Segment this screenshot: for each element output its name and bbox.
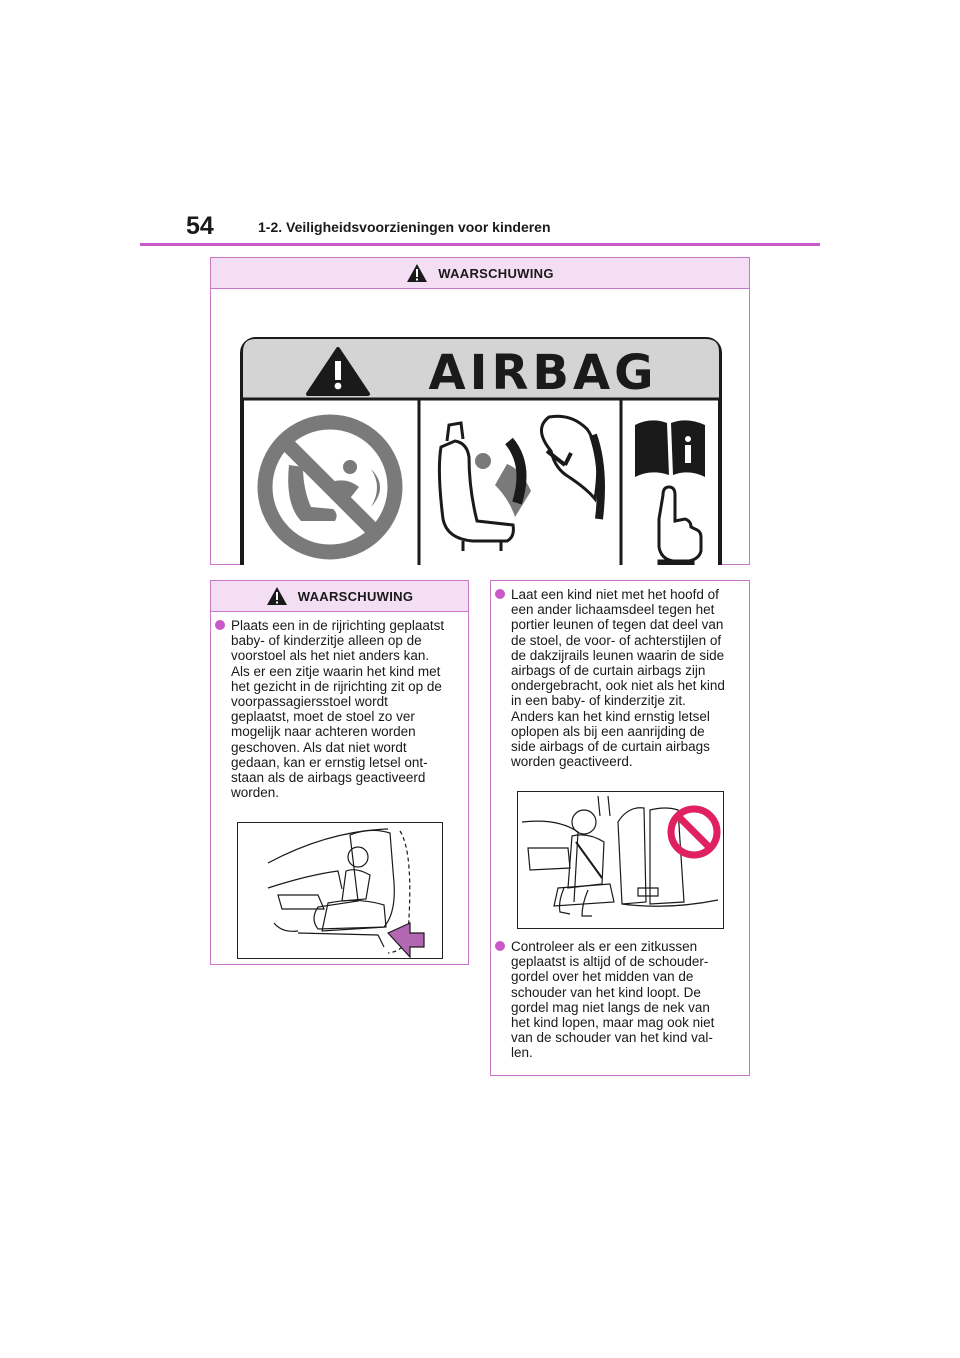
left-warning-box: [210, 580, 469, 965]
warning-title: WAARSCHUWING: [438, 265, 554, 281]
list-item: [491, 587, 763, 769]
front-seat-illustration: [237, 822, 443, 959]
list-item: [211, 618, 481, 800]
list-item: [491, 939, 763, 1061]
airbag-warning-box: [210, 257, 750, 565]
bullet-text: Controleer als er een zitkussen geplaatst is altijd of de schouder- gordel over het midden van de schouder van het kind loopt. De gordel mag niet langs de nek van het kind lopen, maar mag ook niet van de schouder van het kind val- len.: [511, 939, 715, 1061]
bullet-text: Plaats een in de rijrichting geplaatst baby- of kinderzitje alleen op de voorstoel als het niet anders kan. Als er een zitje waarin het kind met het gezicht in de rijrichting zit op de voorpassagiersstoel wordt geplaatst, moet de stoel zo ver mogelijk naar achteren worden geschoven. Als dat niet wordt gedaan, kan er ernstig letsel ont- staan als de airbags geactiveerd worden.: [231, 618, 445, 801]
warning-title: WAARSCHUWING: [297, 588, 414, 604]
warning-header: [211, 258, 749, 289]
header-rule: [140, 243, 820, 246]
rear-seat-illustration: [517, 791, 724, 929]
warning-triangle-icon: [406, 263, 428, 283]
warning-triangle-icon: [266, 586, 288, 606]
section-title: 1-2. Veiligheidsvoorzieningen voor kinderen: [258, 219, 551, 235]
page-number: 54: [186, 212, 214, 240]
bullet-text: Laat een kind niet met het hoofd of een ander lichaamsdeel tegen het portier leunen of tegen dat deel van de stoel, de voor- of achterstijlen of de dakzijrails leunen waarin de side airbags of de curtain airbags zijn ondergebracht, ook niet als het kind in een baby- of kinderzitje zit. Anders kan het kind ernstig letsel oplopen als bij een aanrijding de side airbags of de curtain airbags worden geactiveerd.: [511, 587, 725, 770]
airbag-title: AIRBAG: [428, 345, 658, 401]
airbag-label-illustration: [211, 289, 751, 565]
warning-header: [211, 581, 468, 612]
right-info-box: [490, 580, 750, 1076]
